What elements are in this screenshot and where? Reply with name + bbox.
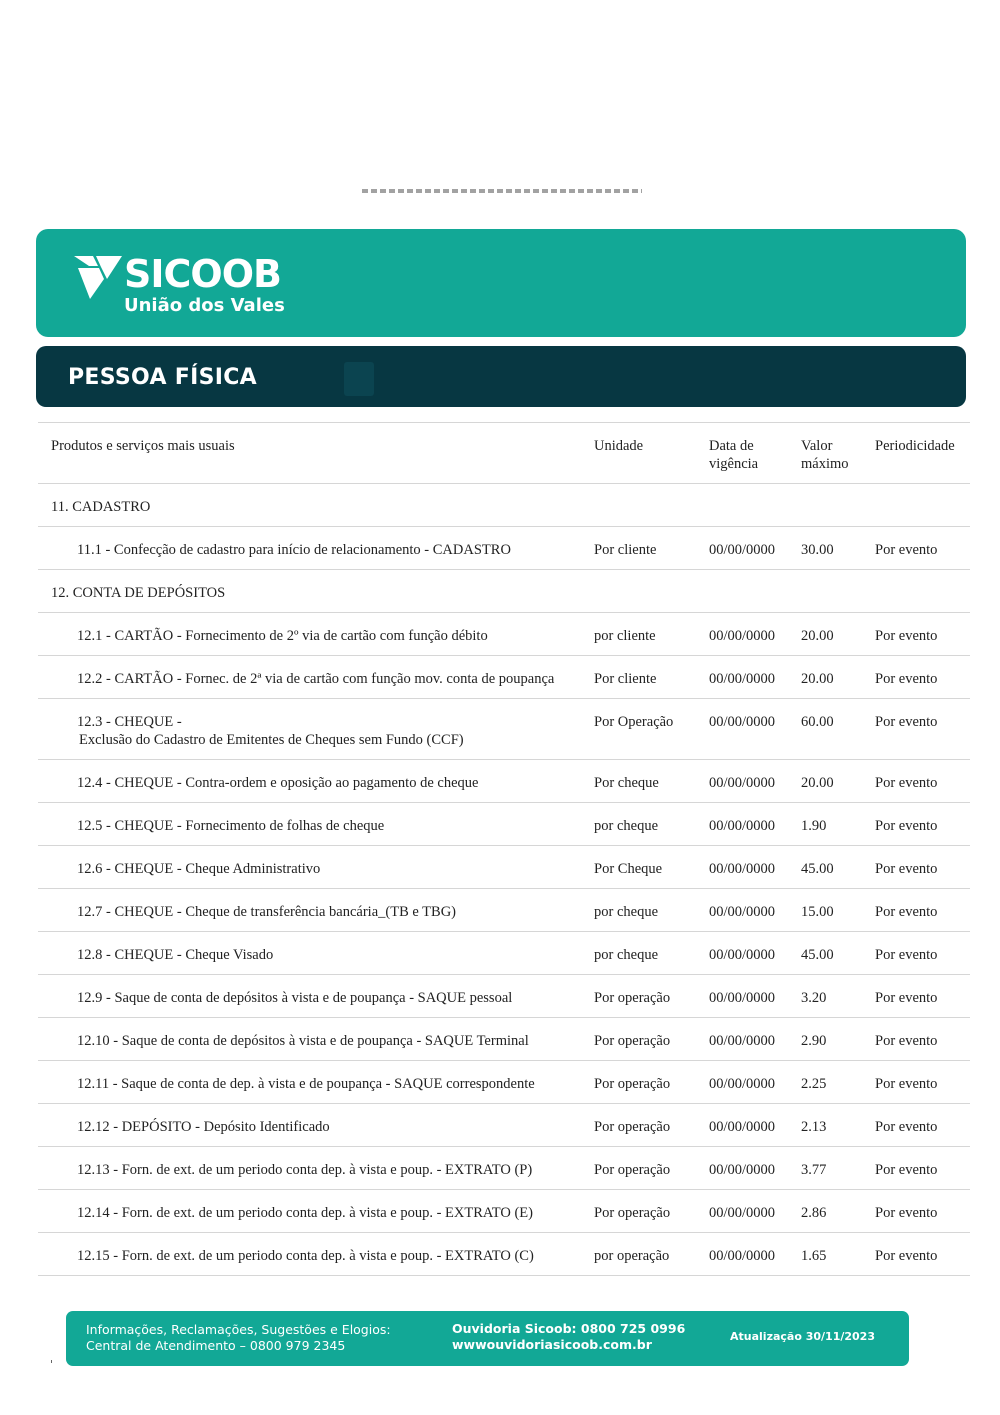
date-cell: 00/00/0000 [709, 947, 776, 963]
header-period: Periodicidade [875, 438, 955, 454]
unit-cell: por cheque [594, 947, 659, 963]
unit-cell: Por Operação [594, 714, 674, 730]
period-cell: Por evento [875, 775, 938, 791]
scan-artifact [362, 189, 642, 193]
value-cell: 2.86 [801, 1205, 827, 1221]
table-row [38, 655, 970, 698]
category-label: 12. CONTA DE DEPÓSITOS [51, 585, 226, 601]
service-name: 12.3 - CHEQUE - Exclusão do Cadastro de Emitentes de Cheques sem Fundo (CCF) [77, 714, 464, 748]
service-name: 12.7 - CHEQUE - Cheque de transferência bancária_(TB e TBG) [77, 904, 457, 920]
period-cell: Por evento [875, 1076, 938, 1092]
section-banner [36, 346, 966, 407]
value-cell: 2.90 [801, 1033, 827, 1049]
category-row [38, 483, 970, 526]
brand-banner [36, 229, 966, 337]
value-cell: 3.20 [801, 990, 827, 1006]
unit-cell: Por operação [594, 1076, 671, 1092]
date-cell: 00/00/0000 [709, 818, 776, 834]
service-name: 12.5 - CHEQUE - Fornecimento de folhas de cheque [77, 818, 385, 834]
service-name: 12.6 - CHEQUE - Cheque Administrativo [77, 861, 321, 877]
unit-cell: Por operação [594, 1119, 671, 1135]
unit-cell: por cheque [594, 818, 659, 834]
date-cell: 00/00/0000 [709, 1162, 776, 1178]
period-cell: Por evento [875, 1033, 938, 1049]
unit-cell: Por Cheque [594, 861, 663, 877]
brand-name: SICOOB [124, 252, 281, 296]
period-cell: Por evento [875, 947, 938, 963]
header-unit: Unidade [594, 438, 644, 454]
table-row [38, 1017, 970, 1060]
table-row [38, 1232, 970, 1276]
unit-cell: por cheque [594, 904, 659, 920]
footer-ombudsman: Ouvidoria Sicoob: 0800 725 0996 wwwouvidoriasicoob.com.br [452, 1321, 686, 1352]
service-name: 12.4 - CHEQUE - Contra-ordem e oposição ao pagamento de cheque [77, 775, 479, 791]
footer-update: Atualização 30/11/2023 [730, 1330, 875, 1343]
date-cell: 00/00/0000 [709, 1033, 776, 1049]
period-cell: Por evento [875, 628, 938, 644]
date-cell: 00/00/0000 [709, 990, 776, 1006]
header-date: Data de vigência [709, 438, 759, 472]
service-name: 12.9 - Saque de conta de depósitos à vista e de poupança - SAQUE pessoal [77, 990, 513, 1006]
table-row [38, 1146, 970, 1189]
value-cell: 20.00 [801, 628, 834, 644]
table-header [38, 422, 970, 483]
value-cell: 60.00 [801, 714, 834, 730]
table-row [38, 1060, 970, 1103]
service-name: 12.10 - Saque de conta de depósitos à vista e de poupança - SAQUE Terminal [77, 1033, 529, 1049]
value-cell: 2.25 [801, 1076, 827, 1092]
period-cell: Por evento [875, 1205, 938, 1221]
period-cell: Por evento [875, 861, 938, 877]
header-value: Valor máximo [801, 438, 849, 472]
unit-cell: Por cliente [594, 671, 657, 687]
date-cell: 00/00/0000 [709, 542, 776, 558]
period-cell: Por evento [875, 904, 938, 920]
service-name: 12.2 - CARTÃO - Fornec. de 2ª via de cartão com função mov. conta de poupança [77, 671, 555, 687]
date-cell: 00/00/0000 [709, 1076, 776, 1092]
date-cell: 00/00/0000 [709, 671, 776, 687]
table-row [38, 1103, 970, 1146]
value-cell: 1.90 [801, 818, 827, 834]
unit-cell: Por operação [594, 990, 671, 1006]
value-cell: 20.00 [801, 671, 834, 687]
table-row [38, 698, 970, 759]
date-cell: 00/00/0000 [709, 904, 776, 920]
category-label: 11. CADASTRO [51, 499, 151, 515]
table-row [38, 888, 970, 931]
unit-cell: Por cheque [594, 775, 659, 791]
value-cell: 30.00 [801, 542, 834, 558]
date-cell: 00/00/0000 [709, 775, 776, 791]
table-row [38, 612, 970, 655]
service-name: 12.12 - DEPÓSITO - Depósito Identificado [77, 1119, 330, 1135]
period-cell: Por evento [875, 818, 938, 834]
service-name: 12.15 - Forn. de ext. de um periodo conta dep. à vista e poup. - EXTRATO (C) [77, 1248, 534, 1264]
sicoob-logo-icon [74, 253, 122, 299]
service-name: 12.8 - CHEQUE - Cheque Visado [77, 947, 274, 963]
value-cell: 45.00 [801, 947, 834, 963]
date-cell: 00/00/0000 [709, 628, 776, 644]
unit-cell: Por operação [594, 1033, 671, 1049]
unit-cell: Por operação [594, 1162, 671, 1178]
table-row [38, 974, 970, 1017]
table-row [38, 931, 970, 974]
table-row [38, 802, 970, 845]
service-name: 12.1 - CARTÃO - Fornecimento de 2º via de cartão com função débito [77, 628, 488, 644]
table-row [38, 526, 970, 569]
category-row [38, 569, 970, 612]
unit-cell: Por operação [594, 1205, 671, 1221]
fees-table [38, 422, 970, 1276]
value-cell: 3.77 [801, 1162, 827, 1178]
period-cell: Por evento [875, 671, 938, 687]
period-cell: Por evento [875, 1162, 938, 1178]
date-cell: 00/00/0000 [709, 1205, 776, 1221]
value-cell: 15.00 [801, 904, 834, 920]
service-name: 12.11 - Saque de conta de dep. à vista e de poupança - SAQUE correspondente [77, 1076, 535, 1092]
footer-bar [66, 1311, 909, 1366]
header-name: Produtos e serviços mais usuais [51, 438, 235, 454]
service-name: 12.13 - Forn. de ext. de um periodo conta dep. à vista e poup. - EXTRATO (P) [77, 1162, 533, 1178]
period-cell: Por evento [875, 1248, 938, 1264]
service-name: 11.1 - Confecção de cadastro para início de relacionamento - CADASTRO [77, 542, 511, 558]
footer-contact: Informações, Reclamações, Sugestões e Elogios: Central de Atendimento – 0800 979 2345 [86, 1322, 391, 1353]
value-cell: 2.13 [801, 1119, 827, 1135]
table-row [38, 1189, 970, 1232]
period-cell: Por evento [875, 1119, 938, 1135]
period-cell: Por evento [875, 990, 938, 1006]
service-name: 12.14 - Forn. de ext. de um periodo conta dep. à vista e poup. - EXTRATO (E) [77, 1205, 533, 1221]
value-cell: 45.00 [801, 861, 834, 877]
sicoob-logo [74, 251, 334, 321]
unit-cell: por operação [594, 1248, 670, 1264]
brand-subtitle: União dos Vales [124, 295, 285, 316]
table-row [38, 845, 970, 888]
scan-mark [51, 1360, 52, 1363]
section-title: PESSOA FÍSICA [68, 365, 257, 390]
table-row [38, 759, 970, 802]
date-cell: 00/00/0000 [709, 861, 776, 877]
period-cell: Por evento [875, 542, 938, 558]
date-cell: 00/00/0000 [709, 1248, 776, 1264]
banner-mark [344, 362, 374, 396]
date-cell: 00/00/0000 [709, 714, 776, 730]
date-cell: 00/00/0000 [709, 1119, 776, 1135]
unit-cell: por cliente [594, 628, 656, 644]
period-cell: Por evento [875, 714, 938, 730]
value-cell: 20.00 [801, 775, 834, 791]
value-cell: 1.65 [801, 1248, 827, 1264]
unit-cell: Por cliente [594, 542, 657, 558]
